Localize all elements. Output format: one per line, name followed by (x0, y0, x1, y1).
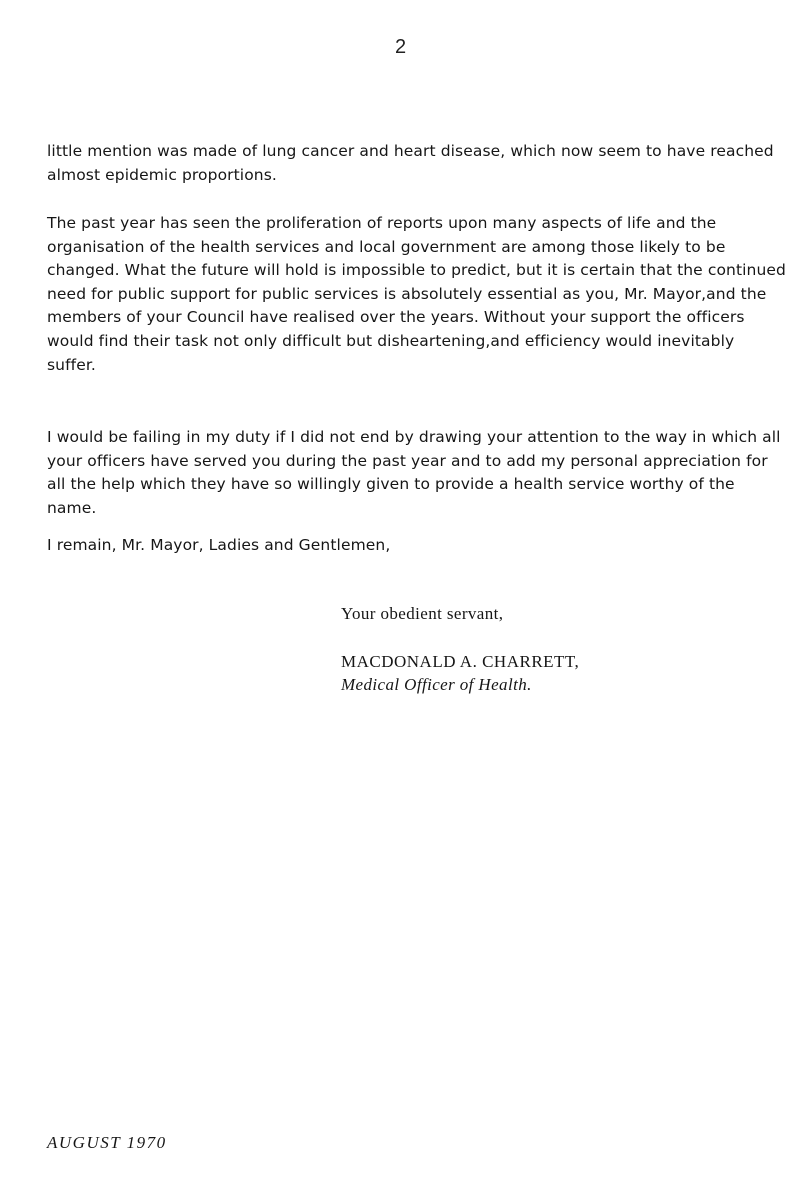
body-paragraph-4: I remain, Mr. Mayor, Ladies and Gentlemen, (47, 536, 391, 554)
body-paragraph-3: I would be failing in my duty if I did not end by drawing your attention to the way in which all your officers have served you during the past year and to add my personal appreciation for all the help which they have so willingly given to provide a health service worthy of the name. (47, 428, 781, 517)
body-paragraph-2: The past year has seen the proliferation of reports upon many aspects of life and the organisation of the health services and local government are among those likely to be changed. What the future will hold is impossible to predict, but it is certain that the continued need for public support for public services is absolutely essential as you, Mr. Mayor,and the members of your Council have realised over the years. Without your support the officers would find their task not only difficult but disheartening,and efficiency would inevitably suffer. (47, 214, 786, 374)
signature-name: MACDONALD A. CHARRETT, (341, 652, 580, 671)
signature-title: Medical Officer of Health. (341, 675, 532, 694)
page-number: 2 (394, 36, 407, 58)
body-paragraph-1: little mention was made of lung cancer and heart disease, which now seem to have reached almost epidemic proportions. (47, 142, 774, 184)
closing-line: Your obedient servant, (341, 604, 504, 623)
report-date: AUGUST 1970 (47, 1133, 167, 1152)
